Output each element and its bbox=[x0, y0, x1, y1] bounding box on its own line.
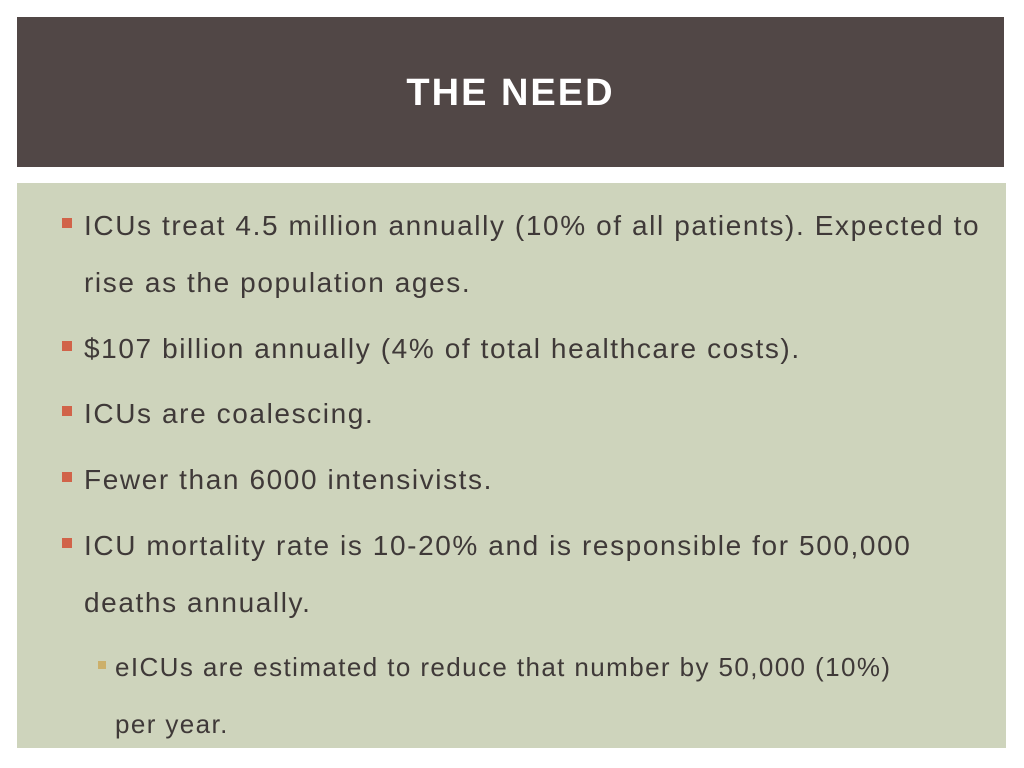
bullet-text: ICUs are coalescing. bbox=[84, 398, 375, 429]
slide-title: THE NEED bbox=[406, 71, 615, 114]
bullet-text: ICUs treat 4.5 million annually (10% of all patients). Expected to rise as the population ages. bbox=[84, 210, 981, 298]
square-bullet-icon bbox=[62, 406, 72, 416]
bullet-text: $107 billion annually (4% of total healthcare costs). bbox=[84, 333, 801, 364]
bullet-text: ICU mortality rate is 10-20% and is responsible for 500,000 deaths annually. bbox=[84, 530, 912, 618]
sub-bullet-item bbox=[115, 639, 935, 753]
square-bullet-icon bbox=[62, 472, 72, 482]
bullet-item bbox=[84, 385, 984, 442]
bullet-item bbox=[84, 517, 984, 631]
square-bullet-icon bbox=[62, 218, 72, 228]
bullet-item bbox=[84, 320, 984, 377]
content-panel bbox=[17, 183, 1006, 748]
square-bullet-icon bbox=[62, 341, 72, 351]
bullet-item bbox=[84, 197, 984, 311]
square-bullet-icon bbox=[62, 538, 72, 548]
bullet-item bbox=[84, 451, 984, 508]
bullet-text: Fewer than 6000 intensivists. bbox=[84, 464, 494, 495]
square-sub-bullet-icon bbox=[98, 661, 106, 669]
title-bar bbox=[17, 17, 1004, 167]
sub-bullet-text: eICUs are estimated to reduce that number by 50,000 (10%) per year. bbox=[115, 652, 892, 739]
